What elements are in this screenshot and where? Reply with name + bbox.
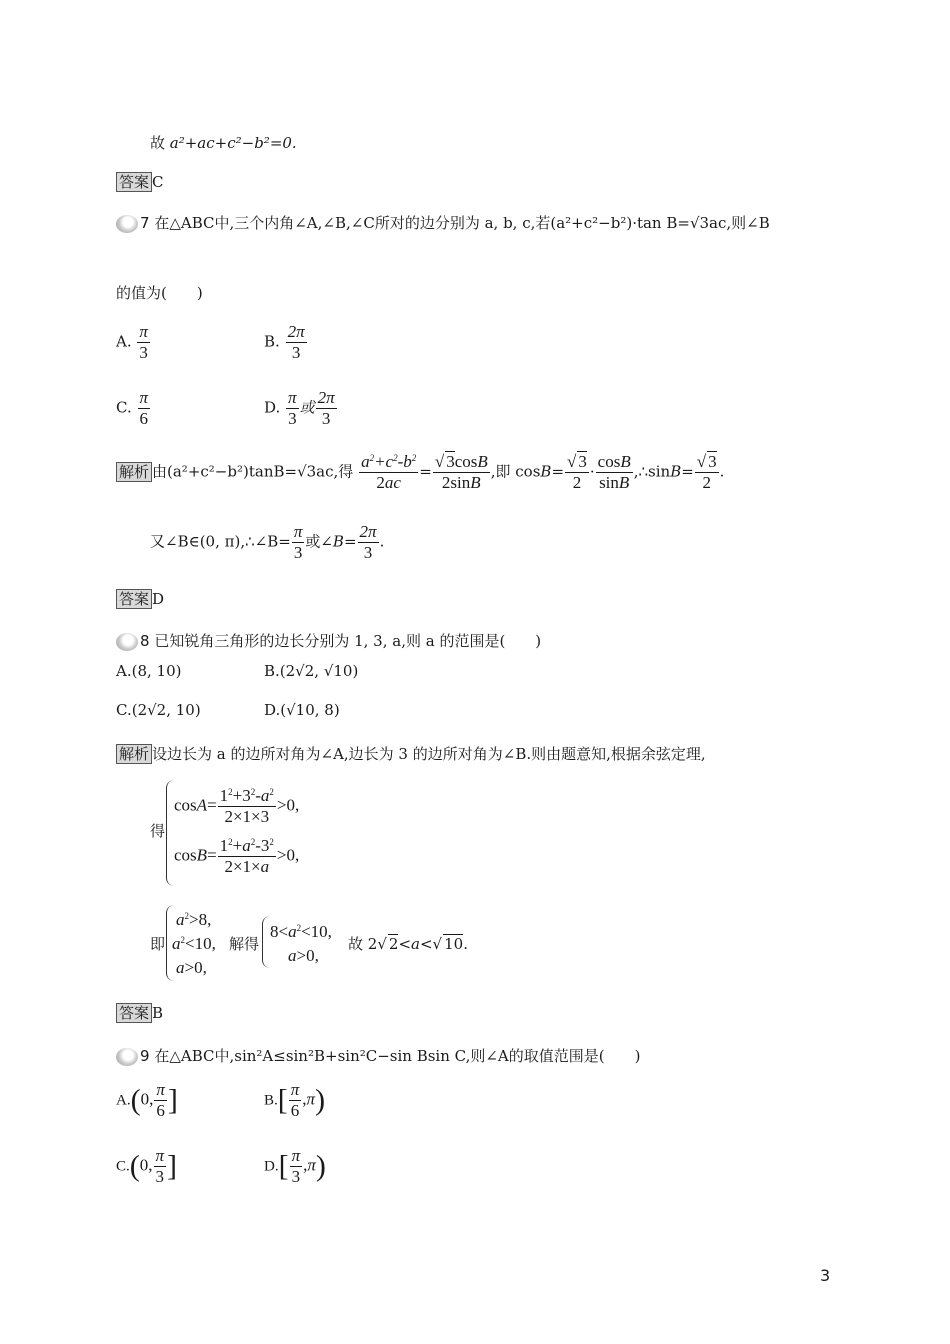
denominator: sinB (599, 473, 630, 492)
q8-result: 故 2√ 2<a<√ 10. (348, 935, 468, 953)
numerator: √ 3 (567, 452, 587, 471)
q6-answer: C (152, 173, 164, 191)
q7-answer: D (152, 590, 165, 608)
option-label: A. (116, 1092, 131, 1109)
denominator: 3 (293, 543, 303, 562)
option-label: B. (264, 1092, 278, 1109)
numerator: π (293, 522, 303, 541)
denominator: 2×1×a (224, 857, 270, 876)
q8-cos-a: cosA= $\frac{1^2+3^2-a^2}{2\times 1\times 3}$ >0, (174, 786, 300, 826)
denominator: 3 (363, 543, 373, 562)
question-bullet-icon (116, 215, 138, 233)
q8-stem-text: 已知锐角三角形的边长分别为 1, 3, a,则 a 的范围是( ) (154, 632, 542, 650)
option-label: D. (264, 398, 281, 417)
fraction (359, 452, 418, 493)
q7-analysis-line2: 又∠B∈(0, π),∴∠B= $\frac{\pi}{3}$ 或∠B= $\frac{2\pi}{3}$ . (150, 522, 385, 562)
fraction (218, 836, 276, 877)
fraction (596, 452, 633, 493)
q8-system2: $a^2>8$, $a^2<10$, a>0, (172, 910, 216, 977)
numerator: π (156, 1080, 165, 1099)
q7-option-a (116, 322, 151, 363)
fraction (154, 1080, 167, 1121)
numerator: π (290, 1080, 300, 1099)
q7-stem-line2: 的值为( ) (116, 284, 203, 302)
fraction (292, 522, 305, 563)
q8-stem (116, 630, 541, 651)
numerator: 2π (287, 322, 305, 341)
q6-answer-row (116, 171, 164, 192)
q8-analysis: 设边长为 a 的边所对角为∠A,边长为 3 的边所对角为∠B.则由题意知,根据余弦定理, (152, 745, 706, 763)
or-text: 或 (299, 398, 315, 417)
fraction (695, 452, 719, 493)
top-line-expr: a²+ac+c²−b²=0. (169, 134, 297, 152)
q7-analysis-line1: 解析 由(a²+c²−b²)tanB=√3ac,得 $\frac{a^2+c^2-b^2}{2ac}$ = $\frac{√ 3\cos B}{2\sin B}$ ,即 cosB= $\frac{√ 3}{2}$ · $\frac{\cos B}{\sin B}$ ,∴sinB= $\frac{√ 3}{2}$ . (116, 452, 724, 493)
q8-gu: 故 (348, 935, 364, 953)
q8-answer-row (116, 1002, 163, 1023)
top-line (150, 132, 297, 153)
fraction (286, 322, 307, 363)
denominator: 2×1×3 (224, 807, 270, 826)
numerator: $1^2+a^2-3^2$ (219, 836, 274, 855)
denominator: 6 (139, 409, 149, 428)
option-label: D. (264, 1158, 279, 1175)
numerator: $1^2+3^2-a^2$ (219, 786, 274, 805)
denominator: 2 (702, 473, 711, 492)
numerator: 2π (359, 522, 377, 541)
fraction (316, 388, 337, 429)
numerator: √ 3 (696, 452, 717, 471)
q8-number: 8 (140, 632, 150, 650)
option-label: C. (116, 398, 132, 417)
q7-option-b (264, 322, 308, 363)
question-bullet-icon (116, 1048, 138, 1066)
fraction (433, 452, 490, 493)
answer-label: 答案 (116, 172, 152, 192)
analysis-label: 解析 (116, 462, 152, 482)
q9-option-a: A.(0, $\frac{\pi}{6}$ ] (116, 1080, 178, 1120)
denominator: 3 (155, 1167, 165, 1186)
q7-option-d (264, 388, 338, 429)
denominator: 3 (291, 343, 301, 362)
q8-analysis-line (116, 743, 706, 764)
fraction (286, 388, 299, 429)
q8-option-a: A.(8, 10) (116, 662, 182, 680)
denominator: 3 (139, 343, 148, 362)
option-label: B. (264, 332, 280, 351)
q8-de-label: 得 (150, 822, 166, 840)
fraction (289, 1080, 302, 1121)
q9-stem-text: 在△ABC中,sin²A≤sin²B+sin²C−sin Bsin C,则∠A的取值范围是( ) (154, 1047, 641, 1065)
denominator: 3 (288, 409, 297, 428)
denominator: 2sinB (441, 473, 481, 492)
q7-answer-row (116, 588, 164, 609)
q8-answer: B (152, 1004, 164, 1022)
numerator: √ 3cosB (434, 452, 488, 471)
question-bullet-icon (116, 633, 138, 651)
fraction (138, 388, 151, 429)
fraction (358, 522, 379, 563)
denominator: 6 (290, 1101, 300, 1120)
analysis-label: 解析 (116, 744, 152, 764)
q8-jiede-label: 解得 (229, 935, 260, 953)
q7-stem-line1 (116, 212, 770, 233)
denominator: 6 (156, 1101, 165, 1120)
fraction (154, 1146, 167, 1187)
q7-analysis2: 又∠B∈(0, π),∴∠B= (150, 532, 291, 551)
q9-number: 9 (140, 1047, 150, 1065)
q8-system3: $8<a^2<10$, a>0, (270, 922, 332, 965)
denominator: 2 (572, 473, 582, 492)
top-line-prefix: 故 (150, 134, 170, 152)
option-label: A. (116, 332, 132, 351)
q9-stem (116, 1045, 640, 1066)
q7-number: 7 (140, 214, 150, 232)
fraction (565, 452, 589, 493)
numerator: cosB (597, 452, 631, 471)
numerator: $a^2+c^2-b^2$ (361, 452, 417, 471)
q9-option-c: C.(0, $\frac{\pi}{3}$ ] (116, 1146, 178, 1186)
fraction (290, 1146, 303, 1187)
q8-option-c: C.(2√2, 10) (116, 701, 201, 719)
q8-ji-label: 即 (150, 935, 166, 953)
fraction (137, 322, 150, 363)
denominator: 2ac (376, 473, 401, 492)
answer-label: 答案 (116, 1003, 152, 1023)
numerator: 2π (317, 388, 335, 407)
option-label: C. (116, 1158, 130, 1175)
numerator: π (288, 388, 297, 407)
fraction (218, 786, 276, 827)
q7-stem1: 在△ABC中,三个内角∠A,∠B,∠C所对的边分别为 a, b, c,若(a²+c²−b²)·tan B=√3ac,则∠B (154, 214, 770, 232)
denominator: 3 (321, 409, 331, 428)
q8-cos-b: cosB= $\frac{1^2+a^2-3^2}{2\times 1\times a}$ >0, (174, 836, 300, 876)
q8-option-b: B.(2√2, √10) (264, 662, 359, 680)
q7-analysis1: 由(a²+c²−b²)tanB=√3ac,得 (152, 462, 354, 481)
numerator: π (139, 322, 148, 341)
q9-option-d: D.[ $\frac{\pi}{3}$ ,π) (264, 1146, 326, 1186)
numerator: π (291, 1146, 301, 1165)
q9-option-b: B.[ $\frac{\pi}{6}$ ,π) (264, 1080, 326, 1120)
q8-option-d: D.(√10, 8) (264, 701, 340, 719)
answer-label: 答案 (116, 589, 152, 609)
q7-option-c (116, 388, 151, 429)
page-number: 3 (820, 1266, 831, 1285)
numerator: π (155, 1146, 165, 1165)
numerator: π (139, 388, 149, 407)
denominator: 3 (291, 1167, 301, 1186)
